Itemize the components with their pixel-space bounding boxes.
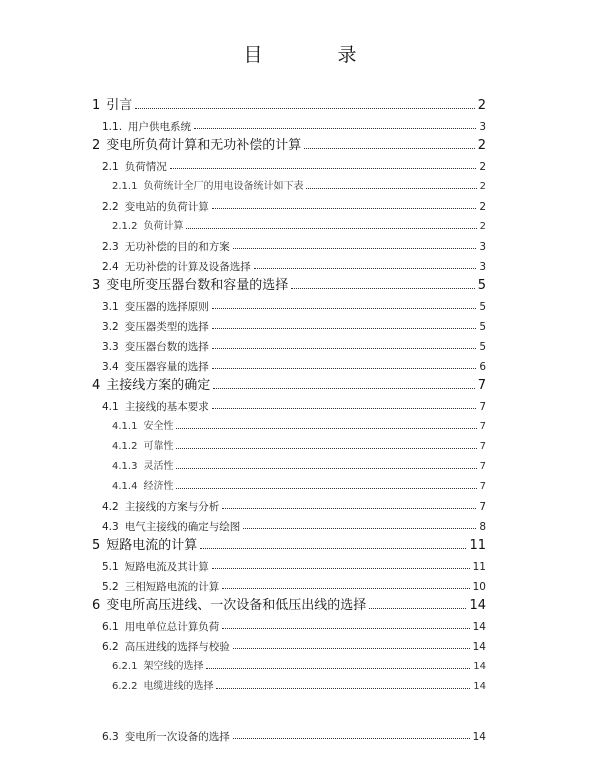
toc-entry — [92, 594, 486, 612]
toc-entry-title: 无功补偿的计算及设备选择 — [124, 260, 251, 273]
toc-entry-title: 灵活性 — [143, 461, 174, 472]
toc-entry-page: 14 — [472, 640, 486, 653]
toc-entry-page: 14 — [472, 620, 486, 633]
toc-entry-title: 经济性 — [143, 481, 174, 492]
toc-entry-title: 三相短路电流的计算 — [124, 580, 220, 593]
toc-entry — [112, 174, 486, 192]
toc-entry-page: 10 — [472, 580, 486, 593]
toc-entry-page: 2 — [479, 181, 486, 192]
toc-entry — [102, 334, 486, 352]
toc-entry-page: 5 — [479, 340, 486, 353]
toc-entry-number: 1.1. — [102, 120, 123, 133]
toc-entry-title: 高压进线的选择与校验 — [124, 640, 230, 653]
toc-entry-number: 3.2 — [102, 320, 119, 333]
toc-entry-title: 负荷情况 — [124, 160, 167, 173]
toc-entry — [112, 414, 486, 432]
toc-entry-page: 7 — [479, 400, 486, 413]
dot-leader — [222, 588, 469, 589]
toc-entry-number: 4.1.3 — [112, 461, 138, 472]
dot-leader — [213, 388, 474, 389]
toc-entry-title: 变压器类型的选择 — [124, 320, 209, 333]
table-of-contents — [0, 92, 600, 768]
toc-entry-title: 负荷统计全厂的用电设备统计如下表 — [143, 181, 304, 192]
dot-leader — [212, 348, 477, 349]
toc-entry-number: 2.1.2 — [112, 221, 138, 232]
toc-entry — [102, 194, 486, 212]
toc-entry — [112, 474, 486, 492]
toc-entry — [102, 634, 486, 652]
dot-leader — [254, 268, 477, 269]
toc-entry-number: 5.2 — [102, 580, 119, 593]
toc-entry-number: 4 — [92, 378, 101, 393]
toc-entry-page: 7 — [479, 441, 486, 452]
toc-entry-number: 4.2 — [102, 500, 119, 513]
dot-leader — [222, 628, 469, 629]
dot-leader — [304, 148, 474, 149]
dot-leader — [233, 248, 477, 249]
toc-entry-page: 7 — [479, 421, 486, 432]
toc-entry-title: 变电所变压器台数和容量的选择 — [106, 278, 289, 293]
dot-leader — [206, 668, 470, 669]
toc-entry-title: 短路电流及其计算 — [124, 560, 209, 573]
toc-entry — [92, 374, 486, 392]
toc-entry-title: 架空线的选择 — [143, 661, 204, 672]
toc-entry-page: 2 — [479, 160, 486, 173]
dot-leader — [186, 228, 476, 229]
toc-entry-number: 3.4 — [102, 360, 119, 373]
toc-entry-number: 2.1 — [102, 160, 119, 173]
toc-entry-title: 无功补偿的目的和方案 — [124, 240, 230, 253]
toc-entry — [102, 254, 486, 272]
dot-leader — [212, 568, 470, 569]
toc-entry — [102, 294, 486, 312]
toc-entry-number: 4.3 — [102, 520, 119, 533]
toc-entry-title: 用户供电系统 — [128, 120, 192, 133]
toc-entry-number: 6.2.2 — [112, 681, 138, 692]
toc-entry-title: 电缆进线的选择 — [143, 681, 214, 692]
toc-entry-number: 4.1.1 — [112, 421, 138, 432]
dot-leader — [176, 428, 476, 429]
toc-entry — [102, 354, 486, 372]
toc-entry-number: 4.1.2 — [112, 441, 138, 452]
toc-entry-page: 14 — [469, 598, 486, 613]
toc-entry-title: 变电所负荷计算和无功补偿的计算 — [106, 138, 302, 153]
toc-entry-number: 6.1 — [102, 620, 119, 633]
dot-leader — [135, 108, 474, 109]
dot-leader — [212, 368, 477, 369]
toc-entry-page: 2 — [479, 221, 486, 232]
dot-leader — [176, 488, 476, 489]
toc-entry — [92, 274, 486, 292]
toc-entry-number: 6.3 — [102, 730, 119, 743]
toc-entry-title: 变压器容量的选择 — [124, 360, 209, 373]
toc-entry-page: 14 — [472, 730, 486, 743]
toc-entry — [102, 554, 486, 572]
dot-leader — [200, 548, 466, 549]
toc-entry-page: 14 — [473, 661, 486, 672]
toc-entry — [102, 574, 486, 592]
toc-entry — [112, 454, 486, 472]
dot-leader — [243, 528, 476, 529]
toc-entry — [102, 314, 486, 332]
toc-entry — [92, 94, 486, 112]
toc-entry-page: 7 — [479, 461, 486, 472]
toc-entry-title: 变电所一次设备的选择 — [124, 730, 230, 743]
toc-entry-title: 主接线方案的确定 — [106, 378, 211, 393]
toc-entry-page: 7 — [479, 481, 486, 492]
toc-entry-title: 变电所高压进线、一次设备和低压出线的选择 — [106, 598, 367, 613]
toc-entry-page: 11 — [472, 560, 486, 573]
toc-entry-title: 短路电流的计算 — [106, 538, 198, 553]
toc-entry-page: 5 — [479, 320, 486, 333]
dot-leader — [233, 738, 470, 739]
toc-entry-title: 负荷计算 — [143, 221, 184, 232]
page-title: 目 录 — [243, 44, 385, 66]
toc-entry-number: 2.1.1 — [112, 181, 138, 192]
toc-entry-number: 6.2.1 — [112, 661, 138, 672]
toc-entry-page: 8 — [479, 520, 486, 533]
dot-leader — [212, 408, 477, 409]
toc-entry-page: 6 — [479, 360, 486, 373]
toc-entry-number: 3 — [92, 278, 101, 293]
toc-entry-number: 2.3 — [102, 240, 119, 253]
dot-leader — [216, 688, 470, 689]
dot-leader — [176, 448, 476, 449]
toc-entry-page: 7 — [479, 500, 486, 513]
toc-entry-number: 4.1 — [102, 400, 119, 413]
dot-leader — [291, 288, 474, 289]
toc-entry — [92, 534, 486, 552]
toc-entry-page: 2 — [479, 200, 486, 213]
dot-leader — [170, 168, 477, 169]
dot-leader — [369, 608, 466, 609]
dot-leader — [212, 208, 477, 209]
toc-entry — [102, 234, 486, 252]
toc-entry-page: 14 — [473, 681, 486, 692]
toc-entry-number: 6.2 — [102, 640, 119, 653]
toc-entry-page: 2 — [477, 138, 486, 153]
toc-entry-number: 3.3 — [102, 340, 119, 353]
toc-entry — [112, 674, 486, 692]
dot-leader — [233, 648, 470, 649]
toc-entry — [92, 134, 486, 152]
dot-leader — [176, 468, 476, 469]
toc-entry-page: 2 — [477, 98, 486, 113]
toc-entry-number: 5 — [92, 538, 101, 553]
toc-entry-title: 可靠性 — [143, 441, 174, 452]
toc-entry-page: 3 — [479, 240, 486, 253]
toc-entry-page: 3 — [479, 120, 486, 133]
toc-entry — [102, 614, 486, 632]
toc-entry — [112, 654, 486, 672]
toc-entry — [112, 214, 486, 232]
toc-entry-title: 用电单位总计算负荷 — [124, 620, 220, 633]
toc-entry-page: 11 — [469, 538, 486, 553]
toc-entry-number: 2 — [92, 138, 101, 153]
toc-entry — [102, 514, 486, 532]
toc-entry-number: 2.4 — [102, 260, 119, 273]
toc-entry-title: 电气主接线的确定与绘图 — [124, 520, 241, 533]
toc-entry-page: 3 — [479, 260, 486, 273]
toc-entry-number: 4.1.4 — [112, 481, 138, 492]
dot-leader — [212, 328, 477, 329]
toc-entry — [102, 394, 486, 412]
toc-entry-number: 5.1 — [102, 560, 119, 573]
toc-entry-title: 变压器的选择原则 — [124, 300, 209, 313]
toc-entry-title: 引言 — [106, 98, 133, 113]
toc-entry-title: 变电站的负荷计算 — [124, 200, 209, 213]
toc-entry — [112, 434, 486, 452]
dot-leader — [212, 308, 477, 309]
toc-entry-page: 7 — [477, 378, 486, 393]
toc-entry-number: 6 — [92, 598, 101, 613]
toc-entry-title: 变压器台数的选择 — [124, 340, 209, 353]
dot-leader — [306, 188, 476, 189]
dot-leader — [222, 508, 476, 509]
toc-entry-page: 5 — [477, 278, 486, 293]
toc-entry-title: 主接线的基本要求 — [124, 400, 209, 413]
toc-entry-page: 5 — [479, 300, 486, 313]
toc-entry-title: 主接线的方案与分析 — [124, 500, 220, 513]
toc-entry-number: 3.1 — [102, 300, 119, 313]
toc-entry — [102, 114, 486, 132]
toc-entry — [102, 494, 486, 512]
toc-entry-number: 2.2 — [102, 200, 119, 213]
dot-leader — [194, 128, 476, 129]
toc-entry — [102, 724, 486, 742]
toc-entry-number: 1 — [92, 98, 101, 113]
toc-entry — [102, 154, 486, 172]
toc-entry-title: 安全性 — [143, 421, 174, 432]
